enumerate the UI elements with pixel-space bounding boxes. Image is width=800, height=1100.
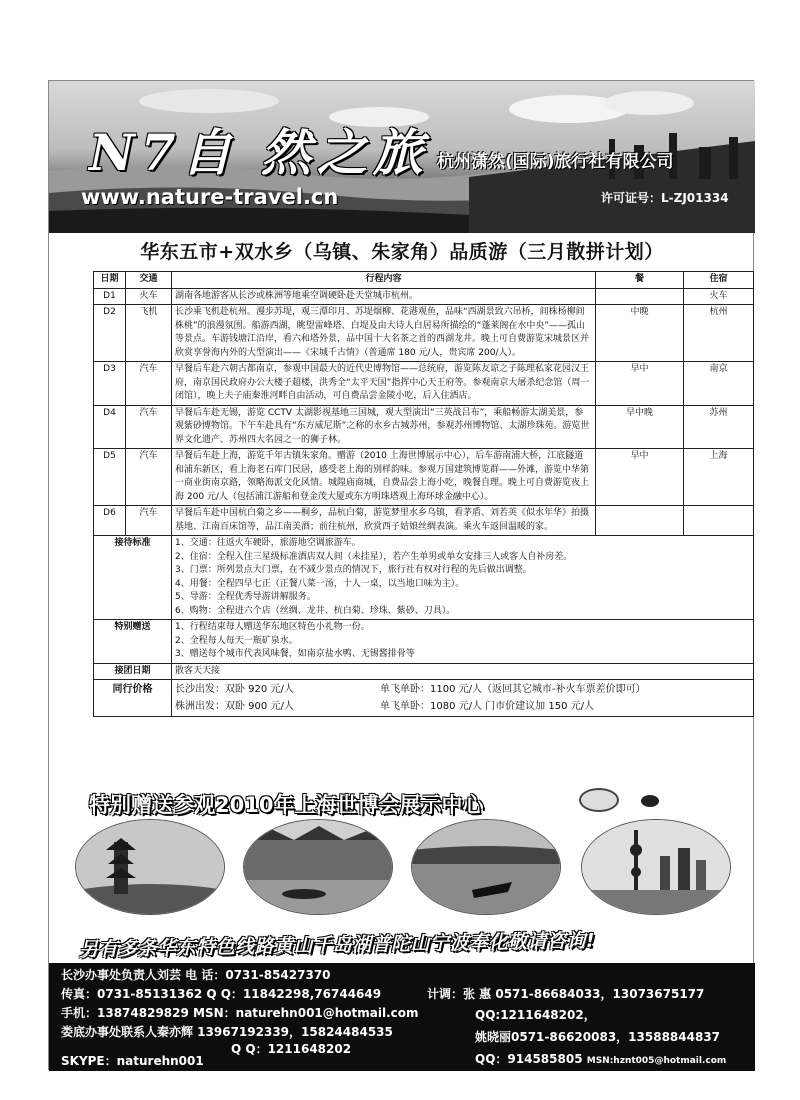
content-cell: 长沙乘飞机赴杭州。漫步苏堤，观三潭印月、苏堤烟柳、花港观鱼，品味“西湖景致六吊桥，间株杨柳间株桃”的浪漫氛围。船游西湖，眺望雷峰塔、白堤及由大诗人白居易所描绘的“蓬莱阁在水中央”——孤山等景点。车游钱塘江沿岸，看六和塔外景，品中国十大名茶之首的西湖龙井。晚上可自费游览宋城景区并欣赏享誉海内外的大型演出——《宋城千古情》（普通席 180 元/人，贵宾席 200/人）。 <box>172 305 596 362</box>
contact-line: 计调：张 惠 0571-86684033，13073675177 <box>427 987 705 1001</box>
website-url[interactable]: www.nature-travel.cn <box>81 185 339 209</box>
header-transport: 交通 <box>126 272 172 289</box>
meals-cell: 中晚 <box>596 305 684 362</box>
standard-item: 5、导游：全程优秀导游讲解服务。 <box>175 592 316 602</box>
standard-item: 3、门票：所列景点大门票，在不减少景点的情况下，旅行社有权对行程的先后做出调整。 <box>175 565 532 575</box>
qq-number: QQ：914585805 <box>475 1052 587 1066</box>
itinerary-table <box>93 271 754 717</box>
standard-item: 6、购物：全程进六个店（丝绸、龙井、杭白菊、珍珠、紫砂、刀具）。 <box>175 605 456 616</box>
travel-flyer <box>48 80 754 1070</box>
license-number: 许可证号：L-ZJ01334 <box>601 191 729 205</box>
photo-strip <box>75 819 735 919</box>
header-hotel: 住宿 <box>684 272 754 289</box>
day-cell: D4 <box>94 405 126 449</box>
day-cell: D3 <box>94 362 126 406</box>
contact-footer <box>49 963 755 1071</box>
msn-address: MSN:hznt005@hotmail.com <box>586 1056 727 1066</box>
meals-cell: 早中晚 <box>596 405 684 449</box>
table-row <box>94 506 754 536</box>
hotel-cell <box>684 506 754 536</box>
header-day: 日期 <box>94 272 126 289</box>
standard-item: 4、用餐：全程四早七正（正餐八菜一汤，十人一桌，以当地口味为主）。 <box>175 578 465 589</box>
contact-line: 长沙办事处负责人刘芸 电 话：0731-85427370 <box>61 968 331 982</box>
price-item: 株洲出发：双卧 900 元/人 <box>175 701 294 712</box>
decorative-ellipse <box>579 788 619 812</box>
table-row <box>94 449 754 506</box>
contact-line <box>475 1051 726 1070</box>
content-cell: 早餐后车赴无锡，游览 CCTV 太湖影视基地三国城，观大型演出“三英战吕布”，乘船畅游太湖美景，参观紫砂博物馆。下午车赴具有“东方威尼斯”之称的水乡古城苏州，参观苏州博物馆、太湖珍珠苑。游览世界文化遗产、苏州四大名园之一的狮子林。 <box>172 405 596 449</box>
water-town-photo <box>243 819 393 915</box>
hotel-cell: 火车 <box>684 288 754 305</box>
hotel-cell: 杭州 <box>684 305 754 362</box>
departure-label: 接团日期 <box>94 663 172 680</box>
table-row <box>94 288 754 305</box>
contact-line: 传真：0731-85131362 Q Q：11842298,76744649 <box>61 987 382 1001</box>
content-cell: 早餐后车赴中国杭白菊之乡——桐乡，品杭白菊，游览梦里水乡乌镇，看茅盾、刘若英《似水年华》拍摄基地、江南百床馆等，品江南美酒；前往杭州，欣赏西子姑娘丝绸表演。乘火车返回温暖的家。 <box>172 506 596 536</box>
meals-cell: 早中 <box>596 362 684 406</box>
gifts-label: 特别赠送 <box>94 620 172 664</box>
price-row <box>94 680 754 717</box>
meals-cell <box>596 506 684 536</box>
contact-line: 姚晓丽0571-86620083，13588844837 <box>475 1030 721 1044</box>
content-cell: 湖南各地游客从长沙或株洲等地乘空调硬卧赴天堂城市杭州。 <box>172 288 596 305</box>
contact-line: 娄底办事处联系人秦亦辉 13967192339，15824484535 <box>61 1025 393 1039</box>
meals-cell <box>596 288 684 305</box>
header-content: 行程内容 <box>172 272 596 289</box>
standards-label: 接待标准 <box>94 536 172 620</box>
transport-cell: 飞机 <box>126 305 172 362</box>
contact-line: SKYPE：naturehn001 <box>61 1054 204 1068</box>
shanghai-skyline-photo <box>581 819 731 915</box>
gift-item: 3、赠送每个城市代表风味餐，如南京盐水鸭、无锡酱排骨等 <box>175 649 415 659</box>
contact-line: 手机：13874829829 MSN：naturehn001@hotmail.com <box>61 1006 419 1020</box>
header-meals: 餐 <box>596 272 684 289</box>
content-cell: 早餐后车赴上海，游览千年古镇朱家角。赠游（2010 上海世博展示中心），后车游南浦大桥，江底隧道和浦东新区，看上海老石库门民居，感受老上海的别样韵味。参观万国建筑博览群——外滩，游览中华第一商业街南京路，领略海派文化风情。城隍庙商城，自费品尝上海小吃，晚餐自理。晚上可自费游览夜上海 200 元/人（包括浦江游船和登金茂大厦或东方明珠塔观上海环球金融中心）。 <box>172 449 596 506</box>
hotel-cell: 苏州 <box>684 405 754 449</box>
table-row <box>94 305 754 362</box>
standards-row <box>94 536 754 620</box>
gift-item: 2、全程每人每天一瓶矿泉水。 <box>175 635 298 646</box>
transport-cell: 汽车 <box>126 449 172 506</box>
price-item: 单飞单卧：1080 元/人 门市价建议加 150 元/人 <box>380 701 594 712</box>
header-banner <box>49 81 755 233</box>
gifts-cell <box>172 620 754 664</box>
standard-item: 1、交通：往返火车硬卧，旅游地空调旅游车。 <box>175 538 361 548</box>
day-cell: D2 <box>94 305 126 362</box>
promo-title: 特别赠送参观2010年上海世博会展示中心 <box>89 793 484 817</box>
day-cell: D6 <box>94 506 126 536</box>
departure-row <box>94 663 754 680</box>
table-row <box>94 405 754 449</box>
contact-line: Q Q：1211648202 <box>231 1042 352 1056</box>
contact-line: QQ:1211648202， <box>475 1008 596 1022</box>
table-header-row <box>94 272 754 289</box>
price-item: 长沙出发：双卧 920 元/人 <box>175 684 294 695</box>
meals-cell: 早中 <box>596 449 684 506</box>
transport-cell: 汽车 <box>126 362 172 406</box>
river-boats-photo <box>411 819 561 915</box>
gift-item: 1、行程结束每人赠送华东地区特色小礼物一份。 <box>175 622 370 632</box>
hotel-cell: 南京 <box>684 362 754 406</box>
transport-cell: 汽车 <box>126 506 172 536</box>
pagoda-photo <box>75 819 225 915</box>
day-cell: D1 <box>94 288 126 305</box>
standard-item: 2、住宿：全程入住三星级标准酒店双人间（未挂星），若产生单男或单女安排三人或客人自补房差。 <box>175 551 573 562</box>
hotel-cell: 上海 <box>684 449 754 506</box>
departure-cell: 散客天天接 <box>172 663 754 680</box>
decorative-dot <box>641 795 659 807</box>
price-label: 同行价格 <box>94 680 172 717</box>
transport-cell: 火车 <box>126 288 172 305</box>
price-item: 单飞单卧：1100 元/人（返回其它城市-补火车票差价即可） <box>380 684 646 695</box>
standards-cell <box>172 536 754 620</box>
content-cell: 早餐后车赴六朝古都南京，参观中国最大的近代史博物馆——总统府，游览陈友谅之子陈理私家花园汉王府，南京国民政府办公大楼子超楼，洪秀全“太平天国”指挥中心天王府等。参观南京大屠杀纪念馆（周一闭馆），晚上夫子庙秦淮河畔自由活动，可自费品尝金陵小吃，后入住酒店。 <box>172 362 596 406</box>
transport-cell: 汽车 <box>126 405 172 449</box>
price-cell <box>172 680 754 717</box>
table-row <box>94 362 754 406</box>
route-title: 华东五市+双水乡（乌镇、朱家角）品质游（三月散拼计划） <box>140 241 664 263</box>
brand-logo: N7自 然之旅 <box>89 123 429 182</box>
company-name: 杭州潇然(国际)旅行社有限公司 <box>437 152 674 172</box>
gifts-row <box>94 620 754 664</box>
slogan-banner: 另有多条华东特色线路黄山千岛湖普陀山宁波奉化敬请咨询! <box>78 929 596 961</box>
day-cell: D5 <box>94 449 126 506</box>
